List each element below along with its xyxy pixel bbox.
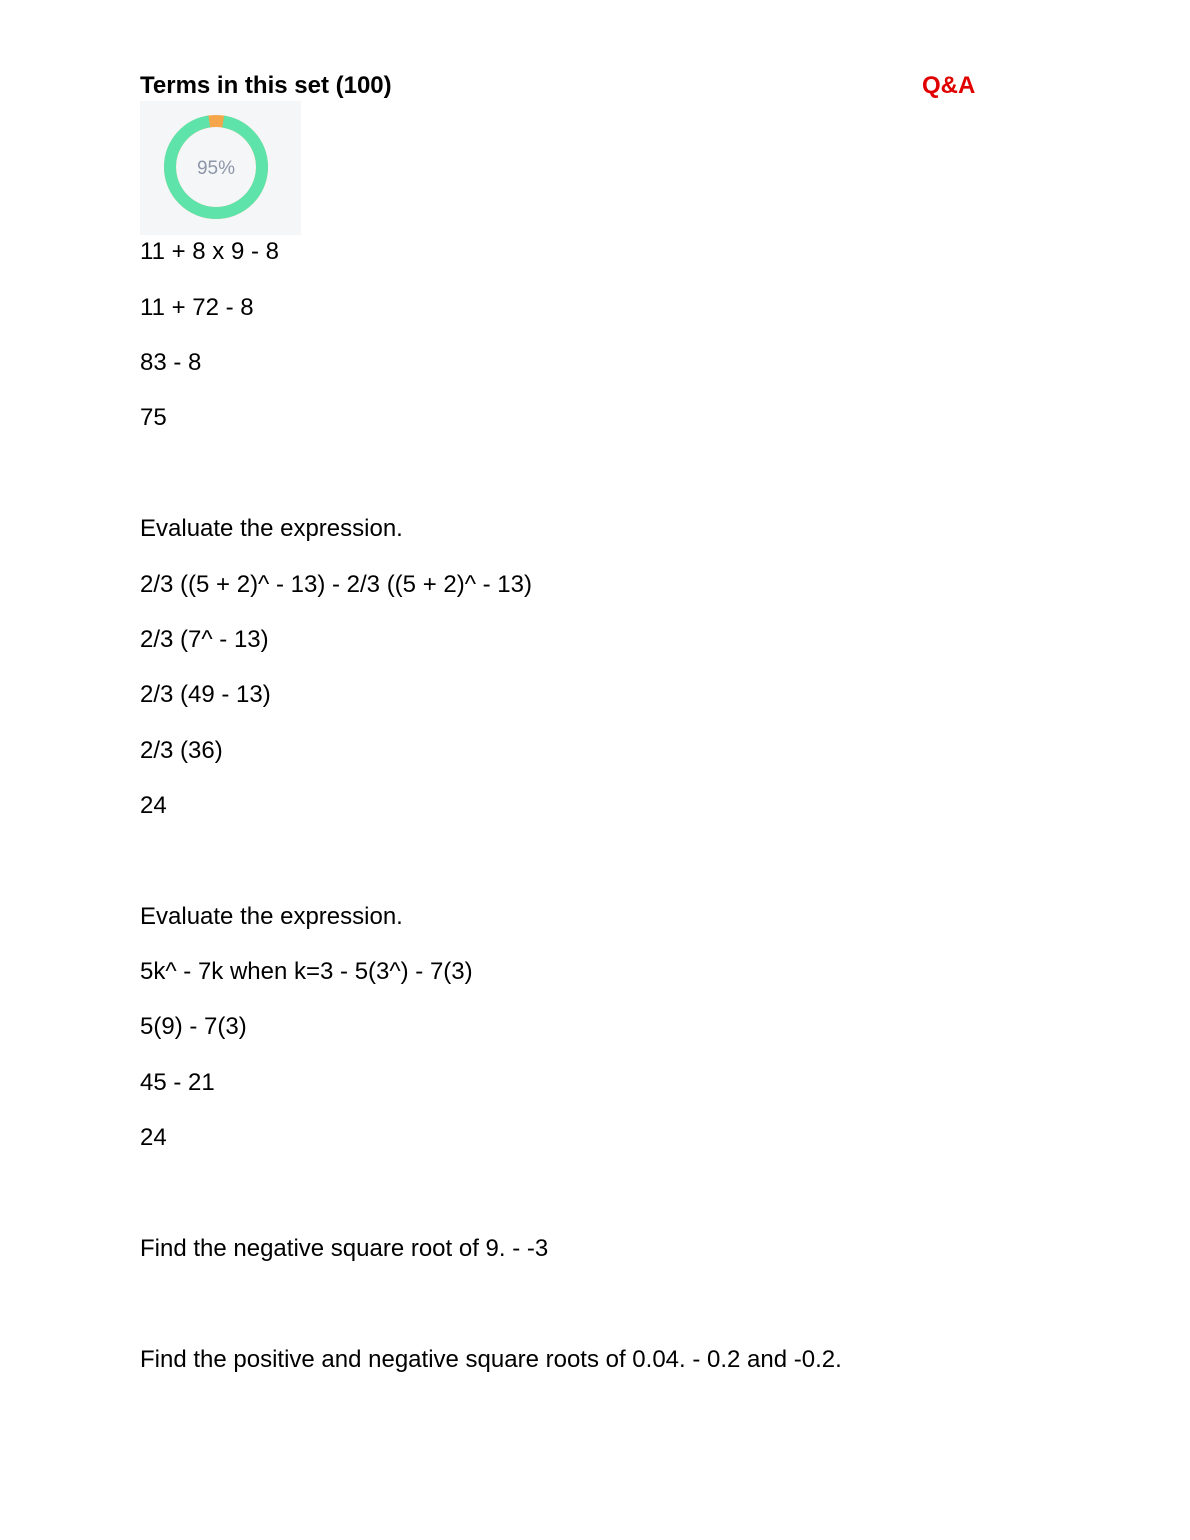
card-4-line-1: Find the negative square root of 9. - -3 bbox=[140, 1235, 549, 1262]
card-2-line-6: 24 bbox=[140, 792, 167, 819]
progress-ring-icon bbox=[140, 101, 301, 235]
card-3-line-3: 5(9) - 7(3) bbox=[140, 1013, 247, 1040]
card-2-line-4: 2/3 (49 - 13) bbox=[140, 681, 271, 708]
card-1-line-2: 11 + 72 - 8 bbox=[140, 294, 254, 321]
card-3-line-5: 24 bbox=[140, 1124, 167, 1151]
card-2-line-2: 2/3 ((5 + 2)^ - 13) - 2/3 ((5 + 2)^ - 13) bbox=[140, 571, 532, 598]
card-2-line-3: 2/3 (7^ - 13) bbox=[140, 626, 269, 653]
set-title: Terms in this set (100) bbox=[140, 72, 392, 99]
card-1-line-1: 11 + 8 x 9 - 8 bbox=[140, 238, 279, 265]
card-1-line-3: 83 - 8 bbox=[140, 349, 202, 376]
card-5-line-1: Find the positive and negative square roots of 0.04. - 0.2 and -0.2. bbox=[140, 1346, 842, 1373]
qa-label: Q&A bbox=[922, 72, 976, 99]
card-2-line-5: 2/3 (36) bbox=[140, 737, 223, 764]
card-2-line-1: Evaluate the expression. bbox=[140, 515, 403, 542]
progress-ring-widget bbox=[140, 101, 301, 235]
card-3-line-4: 45 - 21 bbox=[140, 1069, 215, 1096]
card-1-line-4: 75 bbox=[140, 404, 167, 431]
progress-percent-label: 95% bbox=[196, 158, 236, 179]
card-3-line-1: Evaluate the expression. bbox=[140, 903, 403, 930]
card-3-line-2: 5k^ - 7k when k=3 - 5(3^) - 7(3) bbox=[140, 958, 473, 985]
